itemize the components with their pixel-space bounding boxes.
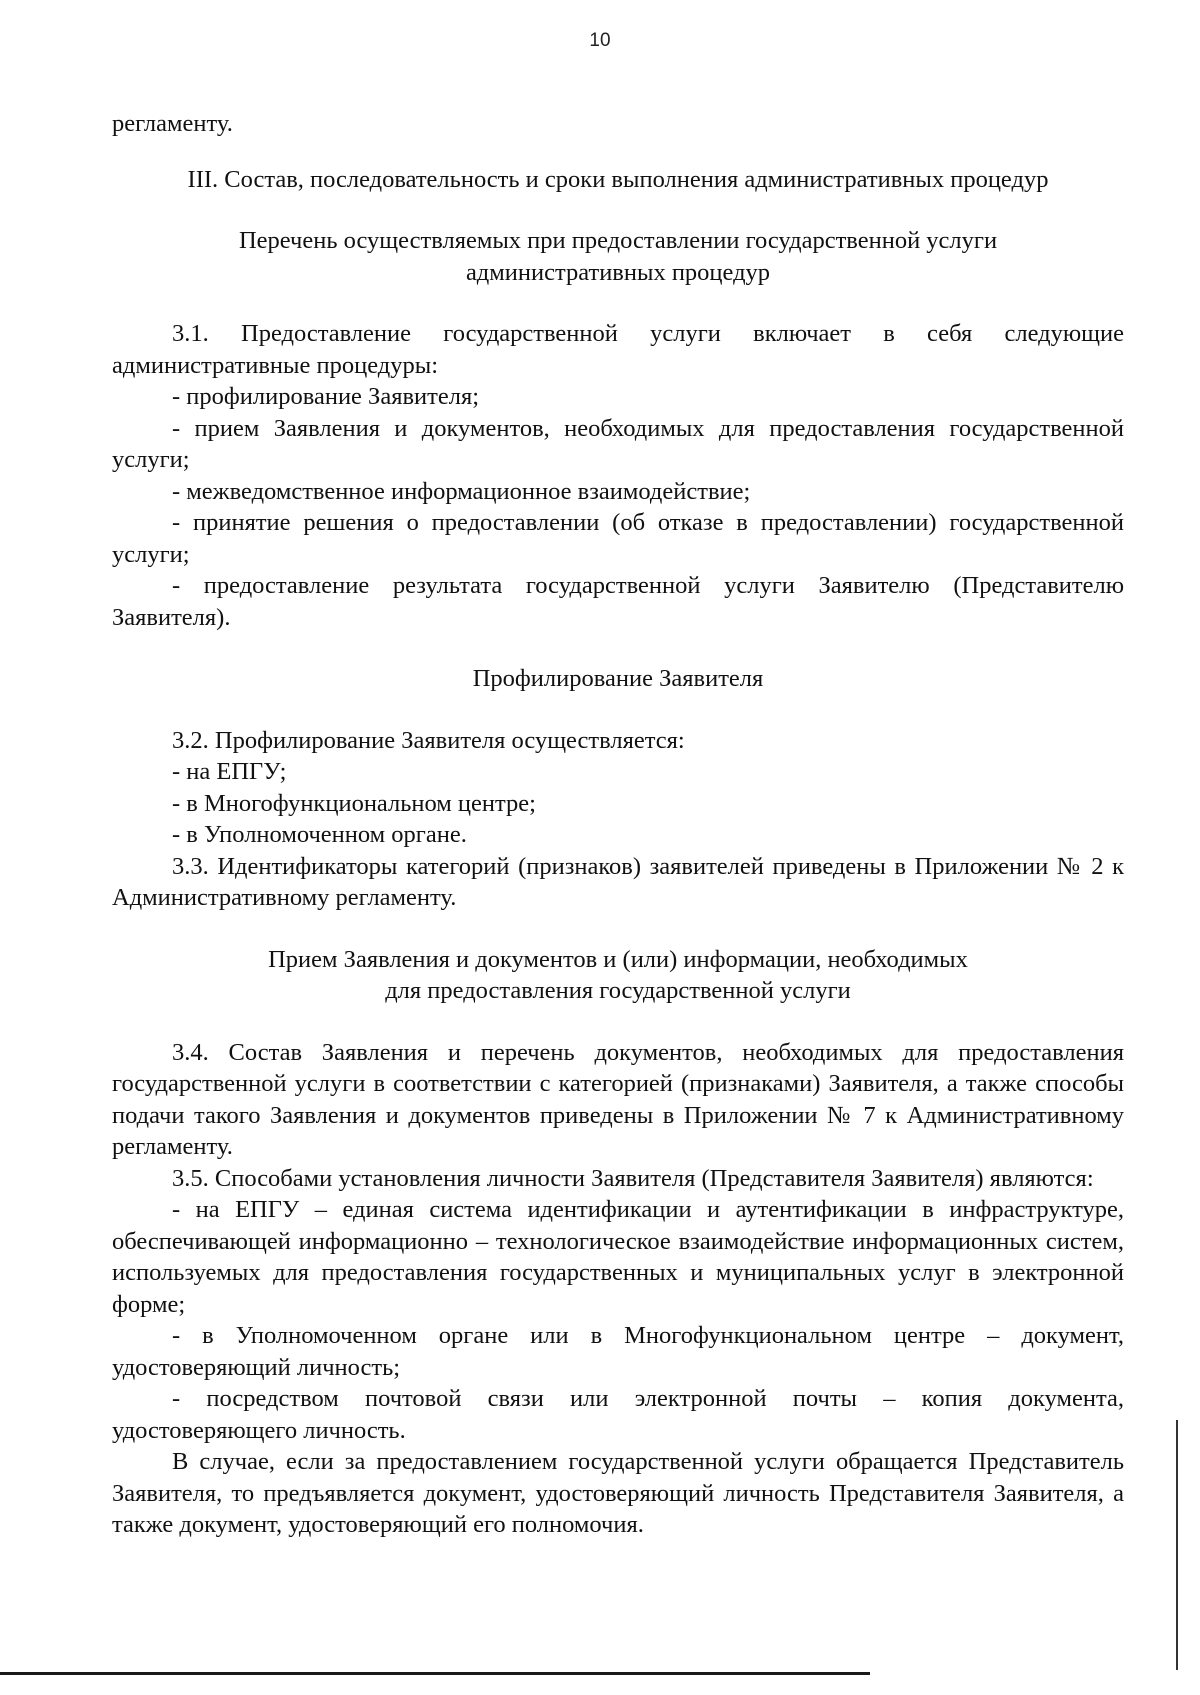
list-item: - в Уполномоченном органе. bbox=[172, 821, 467, 848]
list-item: - в Многофункциональном центре; bbox=[172, 789, 536, 817]
list-item: - на ЕПГУ; bbox=[172, 758, 287, 785]
list-item: - посредством почтовой связи или электронной почты – копия документа, удостоверяющего личность. bbox=[112, 1385, 1124, 1444]
list-item: - прием Заявления и документов, необходимых для предоставления государственной услуги; bbox=[112, 414, 1124, 473]
paragraph-3-1: 3.1. Предоставление государственной услуги включает в себя следующие административные процедуры: bbox=[112, 320, 1124, 379]
paragraph-representative: В случае, если за предоставлением государственной услуги обращается Представитель Заявителя, то предъявляется документ, удостоверяющий личность Представителя Заявителя, а также документ, удостоверяющий его полномочия. bbox=[112, 1448, 1124, 1538]
scan-right-edge bbox=[1176, 1420, 1178, 1670]
list-item: - на ЕПГУ – единая система идентификации и аутентификации в инфраструктуре, обеспечивающей информационно – технологическое взаимодействие информационных систем, используемых для предоставления государственных и муниципальных услуг в электронной форме; bbox=[112, 1196, 1124, 1318]
list-item: - принятие решения о предоставлении (об отказе в предоставлении) государственной услуги; bbox=[112, 509, 1124, 568]
paragraph-3-3: 3.3. Идентификаторы категорий (признаков) заявителей приведены в Приложении № 2 к Административному регламенту. bbox=[112, 852, 1124, 911]
list-item: - предоставление результата государственной услуги Заявителю (Представителю Заявителя). bbox=[112, 572, 1124, 631]
paragraph-3-4: 3.4. Состав Заявления и перечень документов, необходимых для предоставления государственной услуги в соответствии с категорией (признаками) Заявителя, а также способы подачи такого Заявления и документов приведены в Приложении № 7 к Административному регламенту. bbox=[112, 1038, 1124, 1160]
subheading-profiling: Профилирование Заявителя bbox=[472, 665, 764, 692]
paragraph-continuation: регламенту. bbox=[112, 110, 233, 137]
subheading-application-line-1: Прием Заявления и документов и (или) информации, необходимых bbox=[268, 945, 968, 973]
paragraph-3-5: 3.5. Способами установления личности Заявителя (Представителя Заявителя) являются: bbox=[172, 1164, 1094, 1192]
list-item: - профилирование Заявителя; bbox=[172, 383, 480, 410]
scan-bottom-rule bbox=[0, 1672, 870, 1675]
paragraph-3-2: 3.2. Профилирование Заявителя осуществляется: bbox=[172, 726, 685, 754]
list-item: - межведомственное информационное взаимодействие; bbox=[172, 477, 751, 505]
list-item: - в Уполномоченном органе или в Многофункциональном центре – документ, удостоверяющий личность; bbox=[112, 1322, 1124, 1381]
subheading-procedures-line-1: Перечень осуществляемых при предоставлении государственной услуги bbox=[238, 227, 998, 254]
document-body bbox=[112, 108, 1124, 1541]
section-heading: III. Состав, последовательность и сроки выполнения административных процедур bbox=[187, 165, 1049, 193]
subheading-procedures-line-2: административных процедур bbox=[465, 258, 771, 286]
subheading-application-line-2: для предоставления государственной услуги bbox=[385, 977, 851, 1004]
page-number: 10 bbox=[589, 30, 611, 51]
